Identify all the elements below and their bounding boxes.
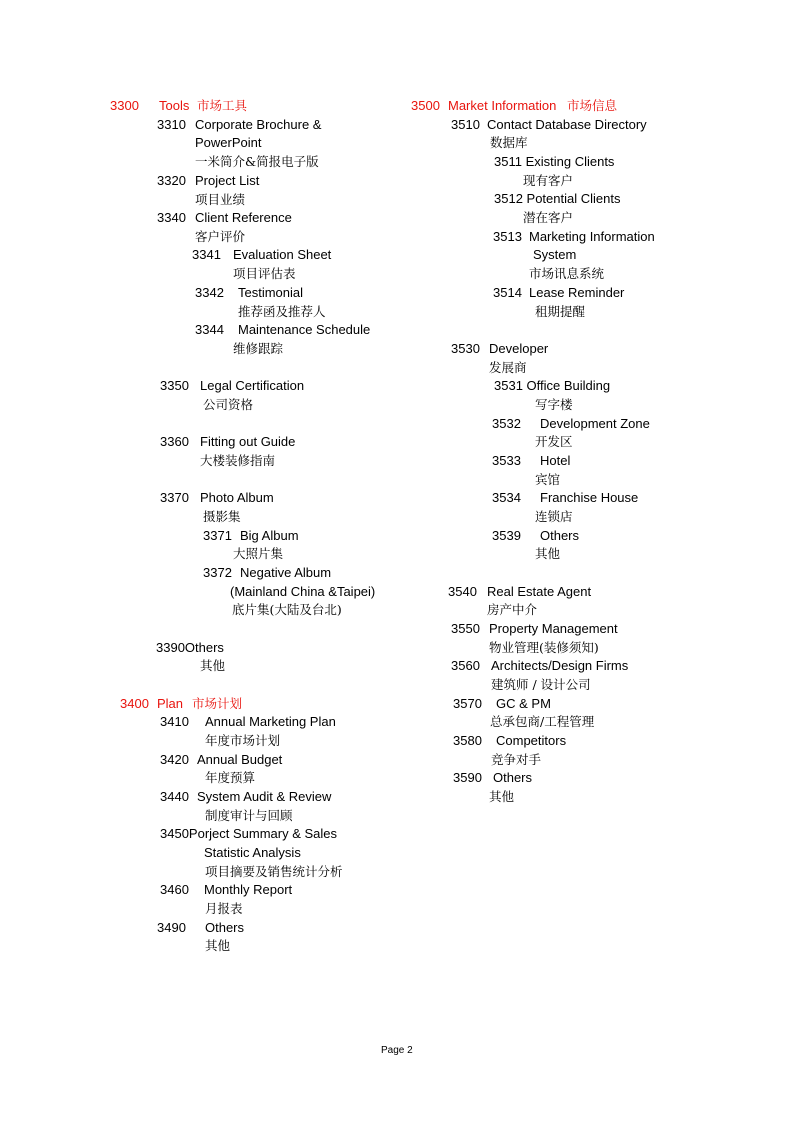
item-zh-3550: 物业管理(装修须知) (489, 640, 599, 655)
item-zh-3490: 其他 (205, 938, 231, 953)
item-label-3370: Photo Album (200, 490, 274, 505)
item-zh-3510: 数据库 (490, 135, 528, 150)
item-label-3440: System Audit & Review (197, 789, 332, 804)
item-label-3390: 3390Others (156, 640, 224, 655)
item-code-3320: 3320 (157, 173, 186, 188)
item-zh-3540: 房产中介 (487, 602, 538, 617)
item-code-3539: 3539 (492, 528, 521, 543)
item-code-3372: 3372 (203, 565, 232, 580)
item-label-3310: Corporate Brochure & (195, 117, 322, 132)
item-label-3410: Annual Marketing Plan (205, 714, 336, 729)
item-zh-3360: 大楼装修指南 (200, 453, 276, 468)
item-label-3530: Developer (489, 341, 549, 356)
item-code-3420: 3420 (160, 752, 189, 767)
item-code-3370: 3370 (160, 490, 189, 505)
item-label-3450: 3450Porject Summary & Sales (160, 826, 338, 841)
item-zh-3580: 竞争对手 (491, 752, 542, 767)
item-code-3344: 3344 (195, 322, 224, 337)
item-zh-3342: 推荐函及推荐人 (238, 304, 326, 319)
item-zh-3530: 发展商 (489, 360, 527, 375)
item-code-3342: 3342 (195, 285, 224, 300)
item-zh-3531: 写字楼 (535, 397, 573, 412)
item-zh-3570: 总承包商/工程管理 (490, 714, 595, 729)
item-zh-3341: 项目评估表 (233, 266, 296, 281)
section-title-plan: Plan (157, 696, 184, 711)
item-label-3420: Annual Budget (197, 752, 283, 767)
item-label-3450-cont: Statistic Analysis (204, 845, 301, 860)
item-code-3550: 3550 (451, 621, 480, 636)
item-code-3341: 3341 (192, 247, 221, 262)
item-label-3490: Others (205, 920, 245, 935)
item-label-3320: Project List (195, 173, 260, 188)
item-zh-3310: 一米简介&简报电子版 (195, 154, 319, 169)
item-label-3539: Others (540, 528, 580, 543)
item-label-3460: Monthly Report (204, 882, 293, 897)
item-code-3510: 3510 (451, 117, 480, 132)
item-label-3514: Lease Reminder (529, 285, 625, 300)
section-title-market-information-zh: 市场信息 (567, 98, 618, 113)
item-zh-3371: 大照片集 (233, 546, 284, 561)
item-zh-3514: 租期提醒 (535, 304, 586, 319)
item-label-3342: Testimonial (238, 285, 304, 300)
item-label-3590: Others (493, 770, 533, 785)
item-zh-3350: 公司资格 (203, 397, 254, 412)
section-title-market-information: Market Information (448, 98, 557, 113)
item-label-3513: Marketing Information (529, 229, 655, 244)
item-zh-3340: 客户评价 (195, 229, 246, 244)
item-label-3534: Franchise House (540, 490, 639, 505)
item-label-3560: Architects/Design Firms (491, 658, 629, 673)
section-code-3400: 3400 (120, 696, 149, 711)
item-zh-3534: 连锁店 (535, 509, 573, 524)
item-zh-3440: 制度审计与回顾 (205, 808, 293, 823)
item-label-3533: Hotel (540, 453, 571, 468)
item-label-3360: Fitting out Guide (200, 434, 296, 449)
item-label-3512: 3512 Potential Clients (494, 191, 621, 206)
item-code-3590: 3590 (453, 770, 482, 785)
item-label-3531: 3531 Office Building (494, 378, 611, 393)
item-code-3530: 3530 (451, 341, 480, 356)
item-zh-3533: 宾馆 (535, 472, 561, 487)
item-label-3570: GC & PM (496, 696, 551, 711)
item-label-3340: Client Reference (195, 210, 292, 225)
item-zh-3460: 月报表 (205, 901, 243, 916)
item-label-3540: Real Estate Agent (487, 584, 592, 599)
item-code-3360: 3360 (160, 434, 189, 449)
item-zh-3539: 其他 (535, 546, 561, 561)
item-label-3372: Negative Album (240, 565, 332, 580)
item-code-3460: 3460 (160, 882, 189, 897)
item-code-3570: 3570 (453, 696, 482, 711)
item-label-3513-cont: System (533, 247, 577, 262)
item-code-3560: 3560 (451, 658, 480, 673)
item-label-3511: 3511 Existing Clients (494, 154, 615, 169)
item-zh-3511: 现有客户 (523, 173, 574, 188)
item-label-3344: Maintenance Schedule (238, 322, 371, 337)
section-title-tools: Tools (159, 98, 190, 113)
item-code-3350: 3350 (160, 378, 189, 393)
item-code-3513: 3513 (493, 229, 522, 244)
item-label-3310-cont: PowerPoint (195, 135, 262, 150)
item-code-3534: 3534 (492, 490, 521, 505)
item-zh-3372: 底片集(大陆及台北) (232, 602, 342, 617)
item-label-3341: Evaluation Sheet (233, 247, 332, 262)
item-label-3532: Development Zone (540, 416, 650, 431)
item-code-3532: 3532 (492, 416, 521, 431)
item-zh-3344: 维修跟踪 (233, 341, 284, 356)
item-label-3550: Property Management (489, 621, 618, 636)
item-code-3540: 3540 (448, 584, 477, 599)
item-code-3490: 3490 (157, 920, 186, 935)
section-title-plan-zh: 市场计划 (192, 696, 243, 711)
item-code-3340: 3340 (157, 210, 186, 225)
item-label-3580: Competitors (496, 733, 567, 748)
item-zh-3370: 摄影集 (203, 509, 241, 524)
page-number: Page 2 (381, 1045, 413, 1056)
item-code-3580: 3580 (453, 733, 482, 748)
item-code-3310: 3310 (157, 117, 186, 132)
item-code-3410: 3410 (160, 714, 189, 729)
item-zh-3320: 项目业绩 (195, 192, 246, 207)
item-zh-3532: 开发区 (535, 434, 573, 449)
section-title-tools-zh: 市场工具 (197, 98, 248, 113)
item-code-3440: 3440 (160, 789, 189, 804)
item-label-3371: Big Album (240, 528, 299, 543)
item-zh-3560: 建筑师 / 设计公司 (491, 677, 591, 692)
item-zh-3410: 年度市场计划 (205, 733, 281, 748)
item-label-3350: Legal Certification (200, 378, 305, 393)
item-label-3510: Contact Database Directory (487, 117, 647, 132)
item-zh-3512: 潜在客户 (523, 210, 574, 225)
item-zh-3390: 其他 (200, 658, 226, 673)
item-label-3372-cont: (Mainland China &Taipei) (230, 584, 376, 599)
section-code-3500: 3500 (411, 98, 440, 113)
item-zh-3420: 年度预算 (205, 770, 256, 785)
item-code-3514: 3514 (493, 285, 522, 300)
section-code-3300: 3300 (110, 98, 139, 113)
item-zh-3450: 项目摘要及销售统计分析 (205, 864, 343, 879)
item-code-3533: 3533 (492, 453, 521, 468)
item-zh-3513: 市场讯息系统 (529, 266, 605, 281)
item-zh-3590: 其他 (489, 789, 515, 804)
item-code-3371: 3371 (203, 528, 232, 543)
